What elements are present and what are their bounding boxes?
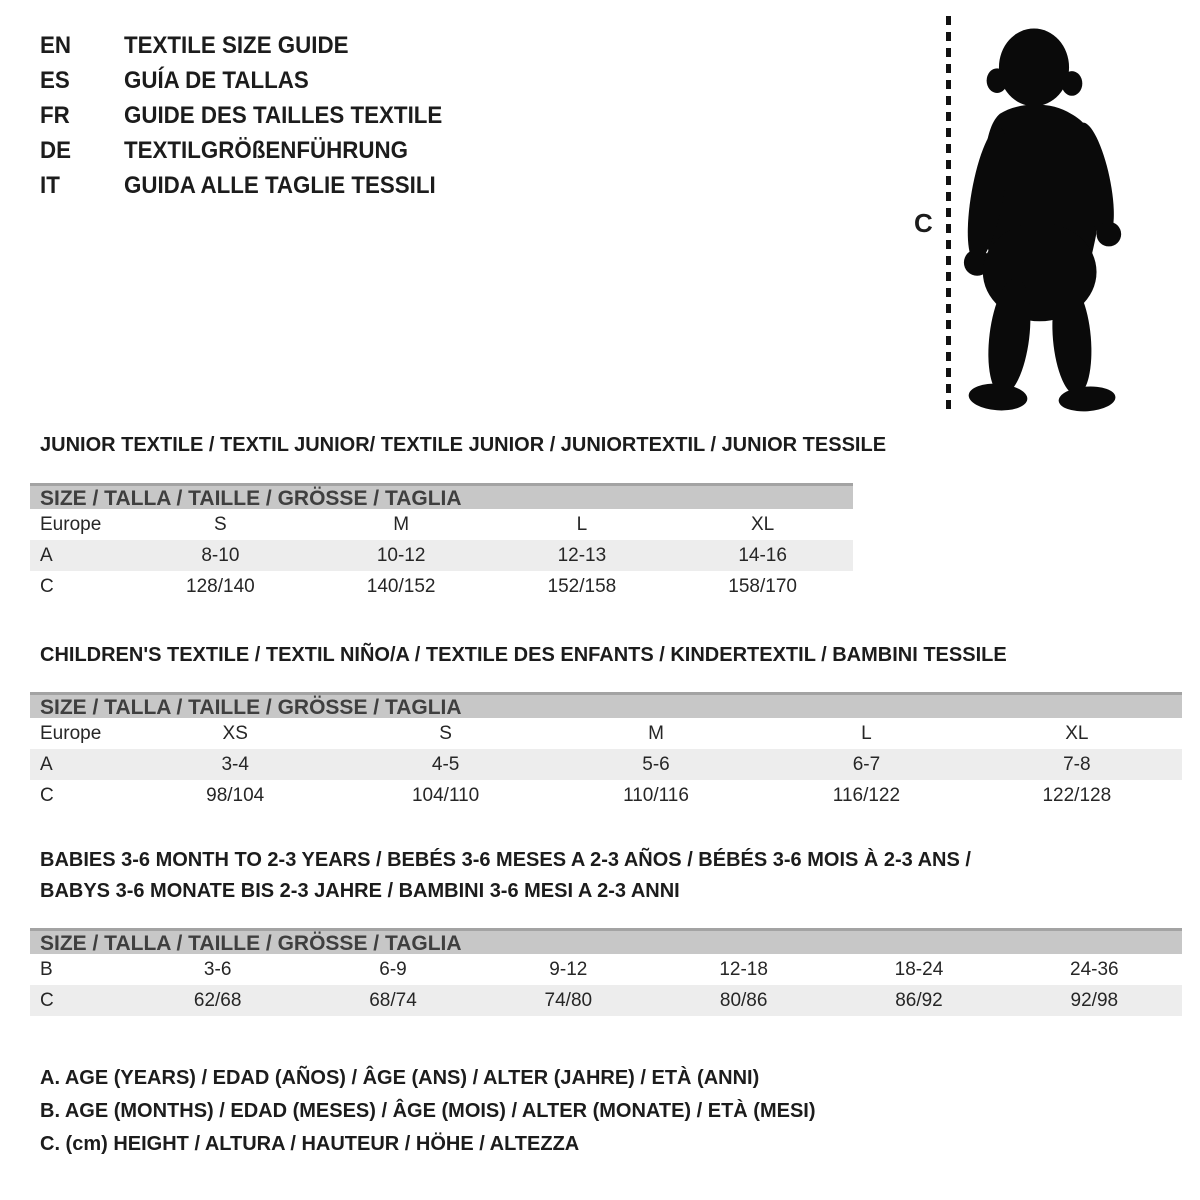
section-title bbox=[40, 430, 887, 461]
value-cell: 18-24 bbox=[894, 958, 944, 980]
child-height-figure bbox=[900, 0, 1200, 440]
value-cell: 3-6 bbox=[203, 958, 232, 980]
legend-text: B. AGE (MONTHS) / EDAD (MESES) / ÂGE (MOIS) / ALTER (MONATE) / ETÀ (MESI) bbox=[40, 1100, 816, 1122]
language-code: EN bbox=[40, 31, 72, 59]
language-title-list bbox=[40, 28, 466, 203]
section-title-line bbox=[40, 430, 887, 461]
language-row bbox=[40, 98, 466, 133]
language-code: DE bbox=[40, 136, 72, 164]
language-code: FR bbox=[40, 101, 70, 129]
table-row bbox=[30, 718, 1182, 749]
value-cell: 5-6 bbox=[642, 753, 670, 775]
section-babies-textile bbox=[30, 845, 1182, 1016]
value-cell: 74/80 bbox=[544, 989, 593, 1011]
section-title-text: CHILDREN'S TEXTILE / TEXTIL NIÑO/A / TEXTILE DES ENFANTS / KINDERTEXTIL / BAMBINI TESSILE bbox=[40, 644, 1007, 666]
section-title-line bbox=[40, 876, 1182, 907]
height-measure-dashed-line bbox=[946, 16, 951, 416]
value-cell: 116/122 bbox=[832, 784, 901, 806]
legend-line bbox=[40, 1095, 816, 1128]
language-row bbox=[40, 168, 466, 203]
value-cell: 98/104 bbox=[206, 784, 265, 806]
table-row bbox=[30, 749, 1182, 780]
size-table bbox=[30, 692, 1182, 811]
value-cell: 7-8 bbox=[1063, 753, 1091, 775]
section-title-line bbox=[40, 845, 1182, 876]
language-guide-title: TEXTILE SIZE GUIDE bbox=[124, 31, 349, 59]
toddler-silhouette-icon bbox=[962, 14, 1142, 422]
height-measure-label: C bbox=[914, 208, 933, 238]
language-guide-title: GUIDE DES TAILLES TEXTILE bbox=[124, 101, 443, 129]
size-table-header: SIZE / TALLA / TAILLE / GRÖSSE / TAGLIA bbox=[30, 483, 853, 509]
legend-line bbox=[40, 1062, 816, 1095]
value-cell: 80/86 bbox=[719, 989, 768, 1011]
value-cell: 128/140 bbox=[186, 575, 255, 597]
row-label-cell: Europe bbox=[40, 722, 102, 744]
value-cell: 62/68 bbox=[193, 989, 242, 1011]
value-cell: 68/74 bbox=[369, 989, 417, 1011]
value-cell: 12-18 bbox=[719, 958, 768, 980]
value-cell: 12-13 bbox=[557, 544, 607, 566]
row-label-cell: C bbox=[40, 989, 54, 1011]
language-guide-title: TEXTILGRÖßENFÜHRUNG bbox=[124, 136, 408, 164]
value-cell: 9-12 bbox=[549, 958, 588, 980]
table-row bbox=[30, 509, 853, 540]
value-cell: M bbox=[648, 722, 664, 744]
value-cell: XS bbox=[222, 722, 248, 744]
section-junior-textile bbox=[30, 430, 887, 602]
table-row bbox=[30, 540, 853, 571]
row-label-cell: B bbox=[40, 958, 53, 980]
value-cell: 152/158 bbox=[547, 575, 617, 597]
legend-text: C. (cm) HEIGHT / ALTURA / HAUTEUR / HÖHE / ALTEZZA bbox=[40, 1133, 580, 1155]
value-cell: XL bbox=[751, 513, 775, 535]
value-cell: 92/98 bbox=[1070, 989, 1119, 1011]
language-code: IT bbox=[40, 171, 60, 199]
language-row bbox=[40, 28, 466, 63]
value-cell: 158/170 bbox=[728, 575, 797, 597]
value-cell: 6-9 bbox=[379, 958, 407, 980]
value-cell: L bbox=[576, 513, 588, 535]
value-cell: 8-10 bbox=[201, 544, 240, 566]
section-title bbox=[40, 845, 1182, 907]
legend-text: A. AGE (YEARS) / EDAD (AÑOS) / ÂGE (ANS) / ALTER (JAHRE) / ETÀ (ANNI) bbox=[40, 1067, 760, 1089]
language-guide-title: GUÍA DE TALLAS bbox=[124, 66, 309, 94]
table-row bbox=[30, 571, 853, 602]
table-row bbox=[30, 954, 1182, 985]
row-label-cell: A bbox=[40, 753, 53, 775]
value-cell: S bbox=[439, 722, 452, 744]
size-table bbox=[30, 928, 1182, 1016]
language-row bbox=[40, 133, 466, 168]
value-cell: 14-16 bbox=[738, 544, 787, 566]
section-title-text: BABIES 3-6 MONTH TO 2-3 YEARS / BEBÉS 3-6 MESES A 2-3 AÑOS / BÉBÉS 3-6 MOIS À 2-3 ANS / bbox=[40, 849, 971, 871]
value-cell: 104/110 bbox=[411, 784, 480, 806]
legend-line bbox=[40, 1128, 816, 1161]
value-cell: L bbox=[861, 722, 872, 744]
language-guide-title: GUIDA ALLE TAGLIE TESSILI bbox=[124, 171, 436, 199]
value-cell: M bbox=[393, 513, 410, 535]
value-cell: 110/116 bbox=[623, 784, 689, 806]
size-table-header: SIZE / TALLA / TAILLE / GRÖSSE / TAGLIA bbox=[30, 928, 1182, 954]
language-row bbox=[40, 63, 466, 98]
value-cell: 86/92 bbox=[895, 989, 943, 1011]
section-title bbox=[40, 640, 1182, 671]
language-code: ES bbox=[40, 66, 70, 94]
value-cell: 4-5 bbox=[431, 753, 460, 775]
section-title-text: JUNIOR TEXTILE / TEXTIL JUNIOR/ TEXTILE JUNIOR / JUNIORTEXTIL / JUNIOR TESSILE bbox=[40, 434, 887, 456]
size-table-header: SIZE / TALLA / TAILLE / GRÖSSE / TAGLIA bbox=[30, 692, 1182, 718]
value-cell: 24-36 bbox=[1070, 958, 1119, 980]
measure-legend bbox=[40, 1062, 816, 1161]
row-label-cell: A bbox=[40, 544, 53, 566]
value-cell: 10-12 bbox=[376, 544, 426, 566]
value-cell: S bbox=[214, 513, 227, 535]
value-cell: XL bbox=[1065, 722, 1089, 744]
section-title-line bbox=[40, 640, 1182, 671]
size-table bbox=[30, 483, 853, 602]
row-label-cell: Europe bbox=[40, 513, 102, 535]
value-cell: 6-7 bbox=[852, 753, 881, 775]
value-cell: 122/128 bbox=[1042, 784, 1112, 806]
value-cell: 3-4 bbox=[221, 753, 249, 775]
table-row bbox=[30, 780, 1182, 811]
section-childrens-textile bbox=[30, 640, 1182, 811]
section-title-text: BABYS 3-6 MONATE BIS 2-3 JAHRE / BAMBINI 3-6 MESI A 2-3 ANNI bbox=[40, 880, 680, 902]
row-label-cell: C bbox=[40, 575, 54, 597]
row-label-cell: C bbox=[40, 784, 54, 806]
table-row bbox=[30, 985, 1182, 1016]
value-cell: 140/152 bbox=[366, 575, 436, 597]
